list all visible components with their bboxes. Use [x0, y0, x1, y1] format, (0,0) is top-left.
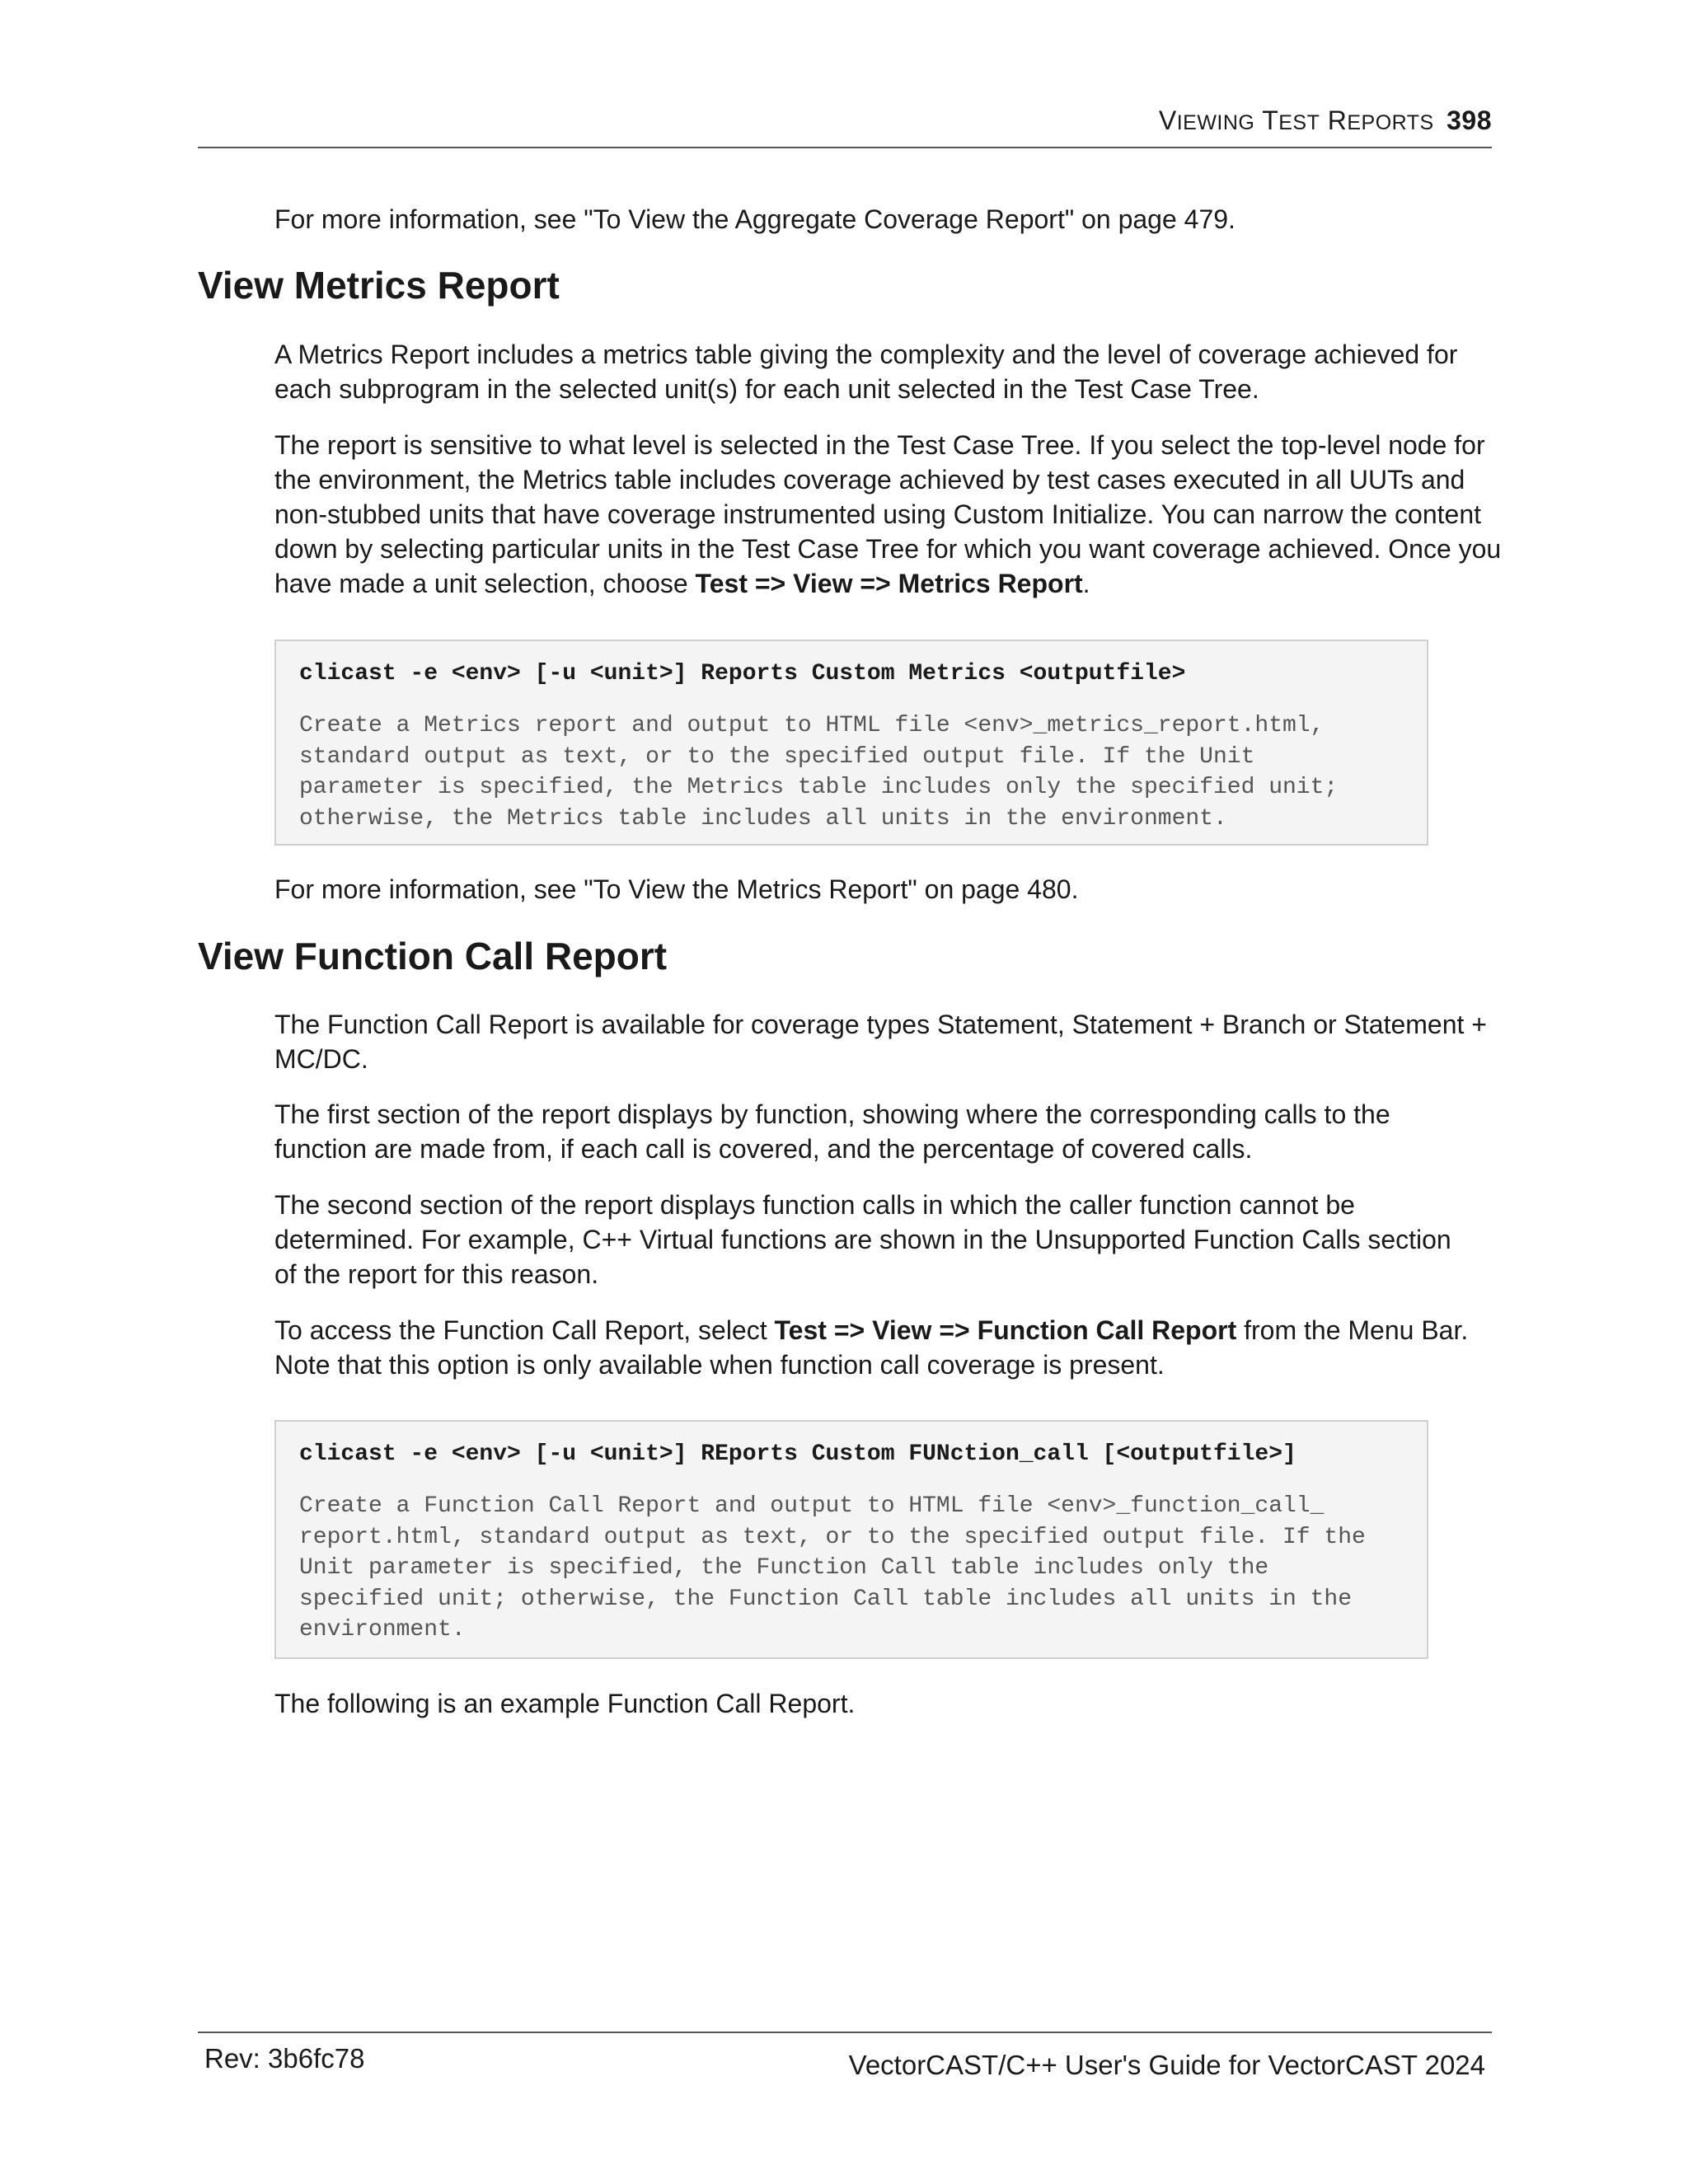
function-call-paragraph-2: The first section of the report displays by function, showing where the corresponding calls to the function are made from, if each call is covered, and the percentage of covered calls. [274, 1099, 1390, 1164]
function-call-description-line: Create a Function Call Report and output to HTML file <env>_function_call_ [299, 1493, 1325, 1519]
metrics-menu-path: Test => View => Metrics Report [695, 569, 1083, 598]
metrics-report-heading: View Metrics Report [198, 264, 560, 307]
metrics-paragraph-2 [274, 428, 1504, 601]
function-call-paragraph-4-end: from the Menu Bar. Note that this option is only available when function call coverage is present. [274, 1315, 1469, 1380]
metrics-description-line: Create a Metrics report and output to HTML file <env>_metrics_report.html, [299, 713, 1325, 738]
header-word-1-initial: V [1158, 105, 1177, 135]
header-title [1159, 105, 1492, 136]
metrics-paragraph-1: A Metrics Report includes a metrics table giving the complexity and the level of coverage achieved for each subprogram in the selected unit(s) for each unit selected in the Test Case Tree. [274, 340, 1458, 404]
metrics-description-line: parameter is specified, the Metrics table includes only the specified unit; [299, 775, 1339, 800]
metrics-description-line: otherwise, the Metrics table includes all units in the environment. [299, 805, 1227, 832]
function-call-clicast-command: clicast -e <env> [-u <unit>] REports Custom FUNction_call [<outputfile>] [299, 1441, 1296, 1467]
function-call-menu-path: Test => View => Function Call Report [774, 1315, 1237, 1345]
function-call-example-intro: The following is an example Function Call Report. [274, 1689, 856, 1718]
metrics-report-reference: For more information, see "To View the Metrics Report" on page 480. [274, 874, 1079, 904]
aggregate-coverage-reference: For more information, see "To View the Aggregate Coverage Report" on page 479. [274, 204, 1236, 234]
metrics-paragraph-2-end: . [1082, 569, 1090, 598]
function-call-command-box [274, 1420, 1428, 1659]
header-word-2-rest: EST [1278, 111, 1320, 134]
revision-label: Rev: 3b6fc78 [204, 2043, 365, 2074]
running-header [198, 105, 1492, 148]
metrics-command-description [299, 710, 1404, 834]
page-number: 398 [1447, 105, 1492, 135]
function-call-report-heading: View Function Call Report [198, 935, 668, 977]
header-word-2-initial: T [1262, 105, 1279, 135]
function-call-paragraph-4-start: To access the Function Call Report, select [274, 1315, 775, 1345]
metrics-paragraph-2-text: The report is sensitive to what level is selected in the Test Case Tree. If you select the top-level node for the environment, the Metrics table includes coverage achieved by test cases executed in all UUTs and non-stubbed units that have coverage instrumented using Custom Initialize. You can narrow the content down by selecting particular units in the Test Case Tree for which you want coverage achieved. Once you have made a unit selection, choose [274, 430, 1502, 598]
function-call-command-description [299, 1491, 1404, 1646]
function-call-description-line: environment. [299, 1617, 466, 1643]
function-call-paragraph-3: The second section of the report displays function calls in which the caller function cannot be determined. For example, C++ Virtual functions are shown in the Unsupported Function Calls section of the report for this reason. [274, 1190, 1451, 1289]
header-word-3-initial: R [1327, 105, 1348, 135]
guide-title: VectorCAST/C++ User's Guide for VectorCAST 2024 [848, 2050, 1485, 2080]
function-call-description-line: report.html, standard output as text, or to the specified output file. If the [299, 1524, 1366, 1550]
function-call-description-line: specified unit; otherwise, the Function Call table includes all units in the [299, 1586, 1353, 1612]
metrics-clicast-command: clicast -e <env> [-u <unit>] Reports Custom Metrics <outputfile> [299, 661, 1186, 687]
metrics-command-box [274, 640, 1428, 846]
metrics-description-line: standard output as text, or to the specified output file. If the Unit [299, 743, 1255, 770]
function-call-description-line: Unit parameter is specified, the Function Call table includes only the [299, 1555, 1269, 1581]
header-word-1-rest: IEWING [1176, 111, 1255, 134]
function-call-paragraph-1: The Function Call Report is available for coverage types Statement, Statement + Branch or Statement + MC/DC. [274, 1010, 1487, 1074]
running-footer [198, 2032, 1492, 2099]
header-word-3-rest: EPORTS [1347, 111, 1434, 134]
function-call-paragraph-4 [274, 1313, 1470, 1382]
